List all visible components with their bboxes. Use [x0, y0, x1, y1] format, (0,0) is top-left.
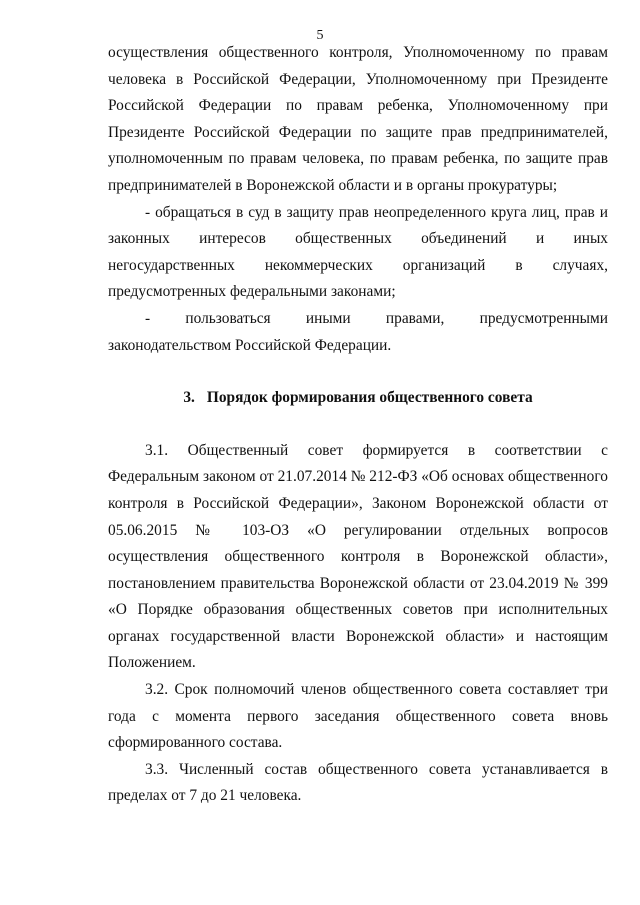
clause: 3.2. Срок полномочий членов общественного совета составляет три года с момента первого заседания общественного совета вновь сформированного состава.: [108, 681, 608, 752]
section-heading: [108, 385, 608, 412]
clause: 3.1. Общественный совет формируется в соответствии с Федеральным законом от 21.07.2014 № 212-ФЗ «Об основах общественного контроля в Российской Федерации», Законом Воронежской области от 05.06.2015 № 103-ОЗ «О регулировании отдельных вопросов осуществления общественного контроля в Воронежской области», постановлением правительства Воронежской области от 23.04.2019 № 399 «О Порядке образования общественных советов при исполнительных органах государственной власти Воронежской области» и настоящим Положением.: [108, 441, 608, 672]
paragraph: - пользоваться иными правами, предусмотренными законодательством Российской Федерации.: [108, 309, 608, 354]
paragraph: - обращаться в суд в защиту прав неопределенного круга лиц, прав и законных интересов общественных объединений и иных негосударственных некоммерческих организаций в случаях, предусмотренных федеральными законами;: [108, 203, 608, 301]
clause: 3.3. Численный состав общественного совета устанавливается в пределах от 7 до 21 человека.: [108, 760, 608, 805]
spacer: [108, 359, 608, 385]
document-body: [108, 40, 608, 810]
section-number: 3.: [183, 389, 195, 407]
section-title: Порядок формирования общественного совета: [206, 389, 533, 407]
page-number: 5: [316, 28, 324, 43]
paragraph: осуществления общественного контроля, Уполномоченному по правам человека в Российской Федерации, Уполномоченному при Президенте Российской Федерации по правам ребенка, Уполномоченному при Президенте Российской Федерации по защите прав предпринимателей, уполномоченным по правам человека, по правам ребенка, по защите прав предпринимателей в Воронежской области и в органы прокуратуры;: [108, 44, 608, 194]
spacer: [108, 412, 608, 438]
